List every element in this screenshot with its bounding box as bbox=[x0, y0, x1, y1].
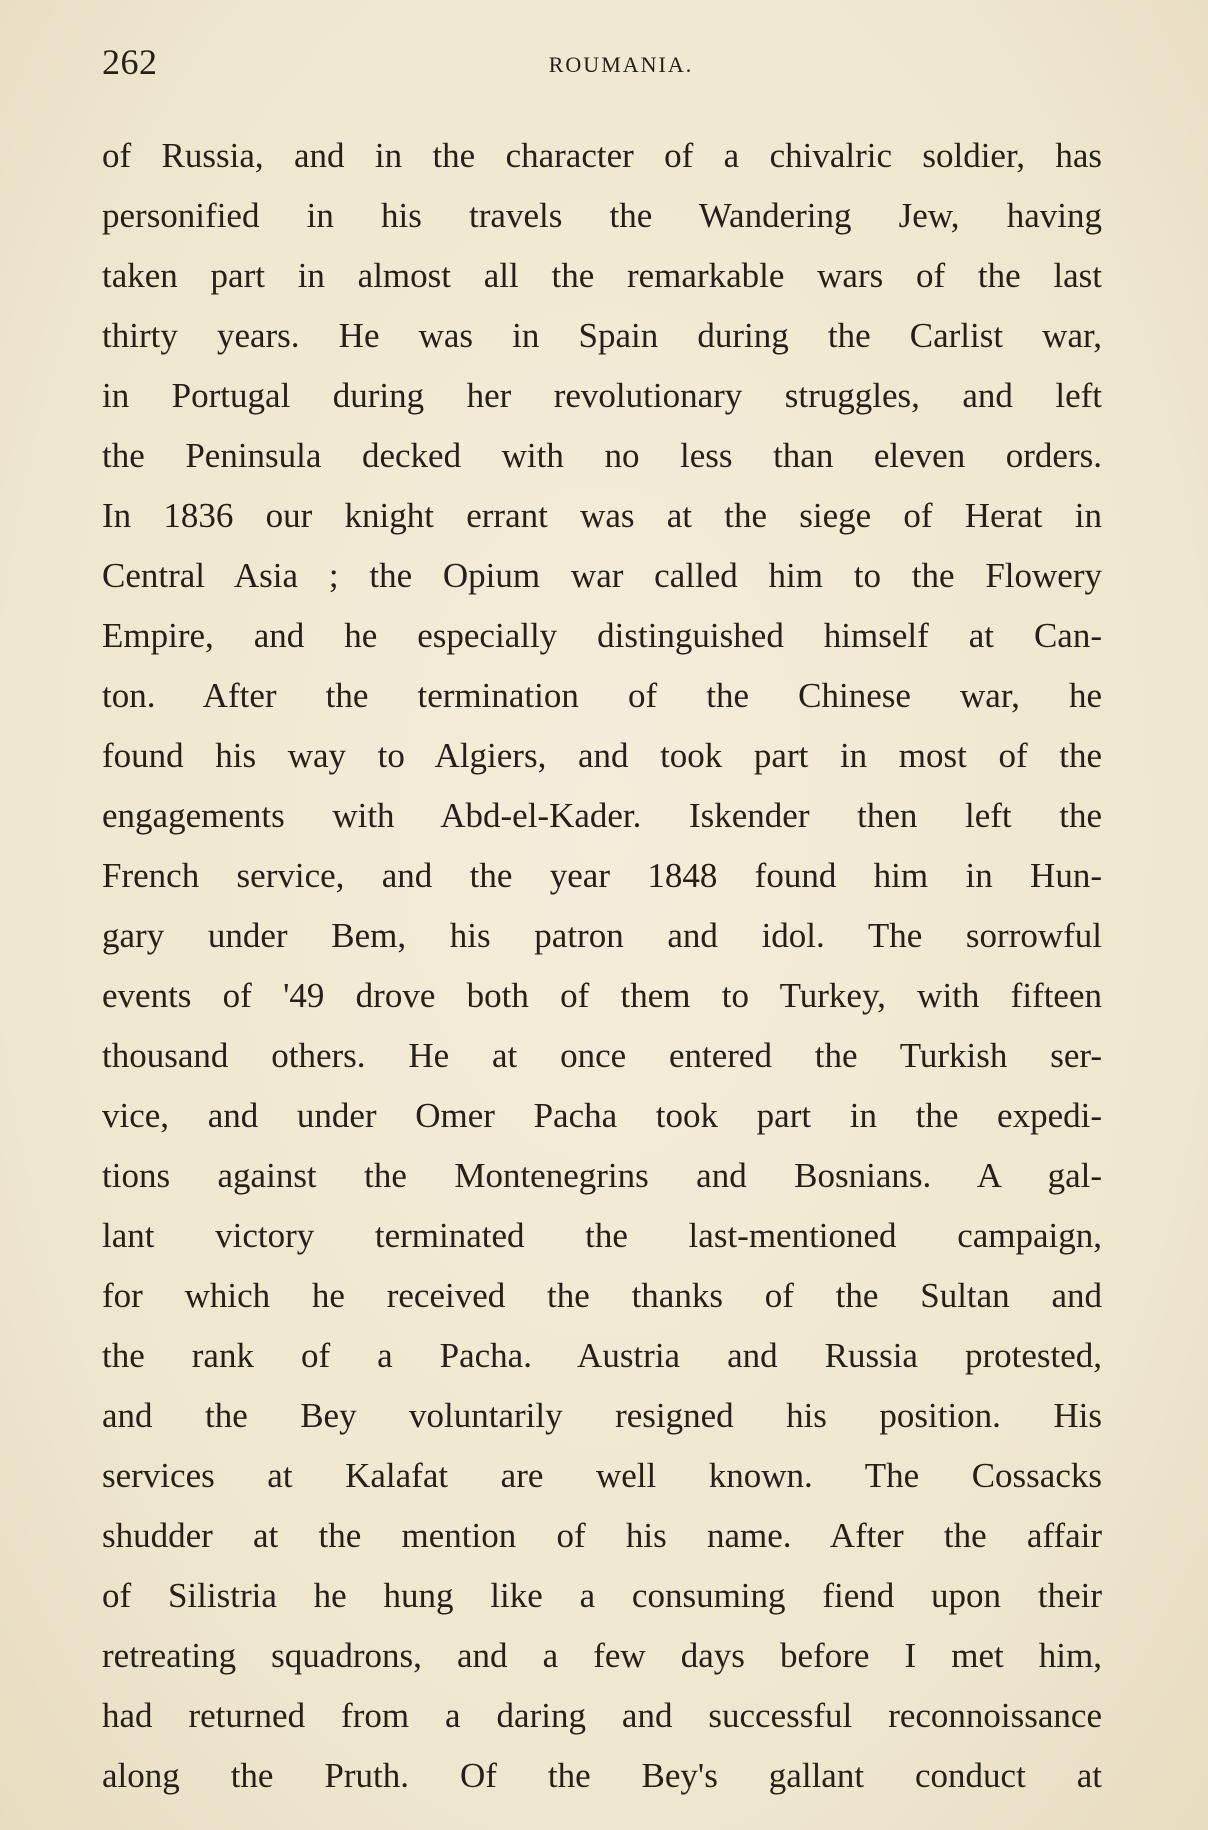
running-head: ROUMANIA. bbox=[548, 52, 694, 77]
text-line: thousand others. He at once entered the Turkish ser- bbox=[102, 1036, 1102, 1075]
body-text bbox=[102, 126, 1102, 1806]
text-line: lant victory terminated the last-mentioned campaign, bbox=[102, 1216, 1102, 1255]
text-line: tions against the Montenegrins and Bosnians. A gal- bbox=[102, 1156, 1102, 1195]
text-line: shudder at the mention of his name. After the affair bbox=[102, 1516, 1102, 1555]
text-line: and the Bey voluntarily resigned his position. His bbox=[102, 1396, 1102, 1435]
text-line: Central Asia ; the Opium war called him to the Flowery bbox=[102, 556, 1102, 595]
text-line: vice, and under Omer Pacha took part in the expedi- bbox=[102, 1096, 1102, 1135]
text-line: taken part in almost all the remarkable wars of the last bbox=[102, 256, 1102, 295]
text-line: found his way to Algiers, and took part in most of the bbox=[102, 736, 1102, 775]
text-line: In 1836 our knight errant was at the siege of Herat in bbox=[102, 496, 1102, 535]
page-number: 262 bbox=[102, 42, 158, 82]
text-line: engagements with Abd-el-Kader. Iskender then left the bbox=[102, 796, 1102, 835]
text-line: personified in his travels the Wandering Jew, having bbox=[102, 196, 1102, 235]
text-line: in Portugal during her revolutionary struggles, and left bbox=[102, 376, 1102, 415]
text-line: Empire, and he especially distinguished himself at Can- bbox=[102, 616, 1102, 655]
text-line: events of '49 drove both of them to Turkey, with fifteen bbox=[102, 976, 1102, 1015]
text-line: gary under Bem, his patron and idol. The sorrowful bbox=[102, 916, 1102, 955]
text-line: for which he received the thanks of the Sultan and bbox=[102, 1276, 1102, 1315]
text-line: the Peninsula decked with no less than eleven orders. bbox=[102, 436, 1102, 475]
text-line: retreating squadrons, and a few days before I met him, bbox=[102, 1636, 1102, 1675]
text-line: services at Kalafat are well known. The Cossacks bbox=[102, 1456, 1102, 1495]
text-line: ton. After the termination of the Chinese war, he bbox=[102, 676, 1102, 715]
page-header bbox=[102, 38, 1100, 88]
text-line: of Russia, and in the character of a chivalric soldier, has bbox=[102, 136, 1102, 175]
text-line: the rank of a Pacha. Austria and Russia protested, bbox=[102, 1336, 1102, 1375]
text-line: of Silistria he hung like a consuming fiend upon their bbox=[102, 1576, 1102, 1615]
text-line: had returned from a daring and successful reconnoissance bbox=[102, 1696, 1102, 1735]
text-line: French service, and the year 1848 found him in Hun- bbox=[102, 856, 1102, 895]
text-line: thirty years. He was in Spain during the Carlist war, bbox=[102, 316, 1102, 355]
text-line: along the Pruth. Of the Bey's gallant conduct at bbox=[102, 1756, 1102, 1795]
